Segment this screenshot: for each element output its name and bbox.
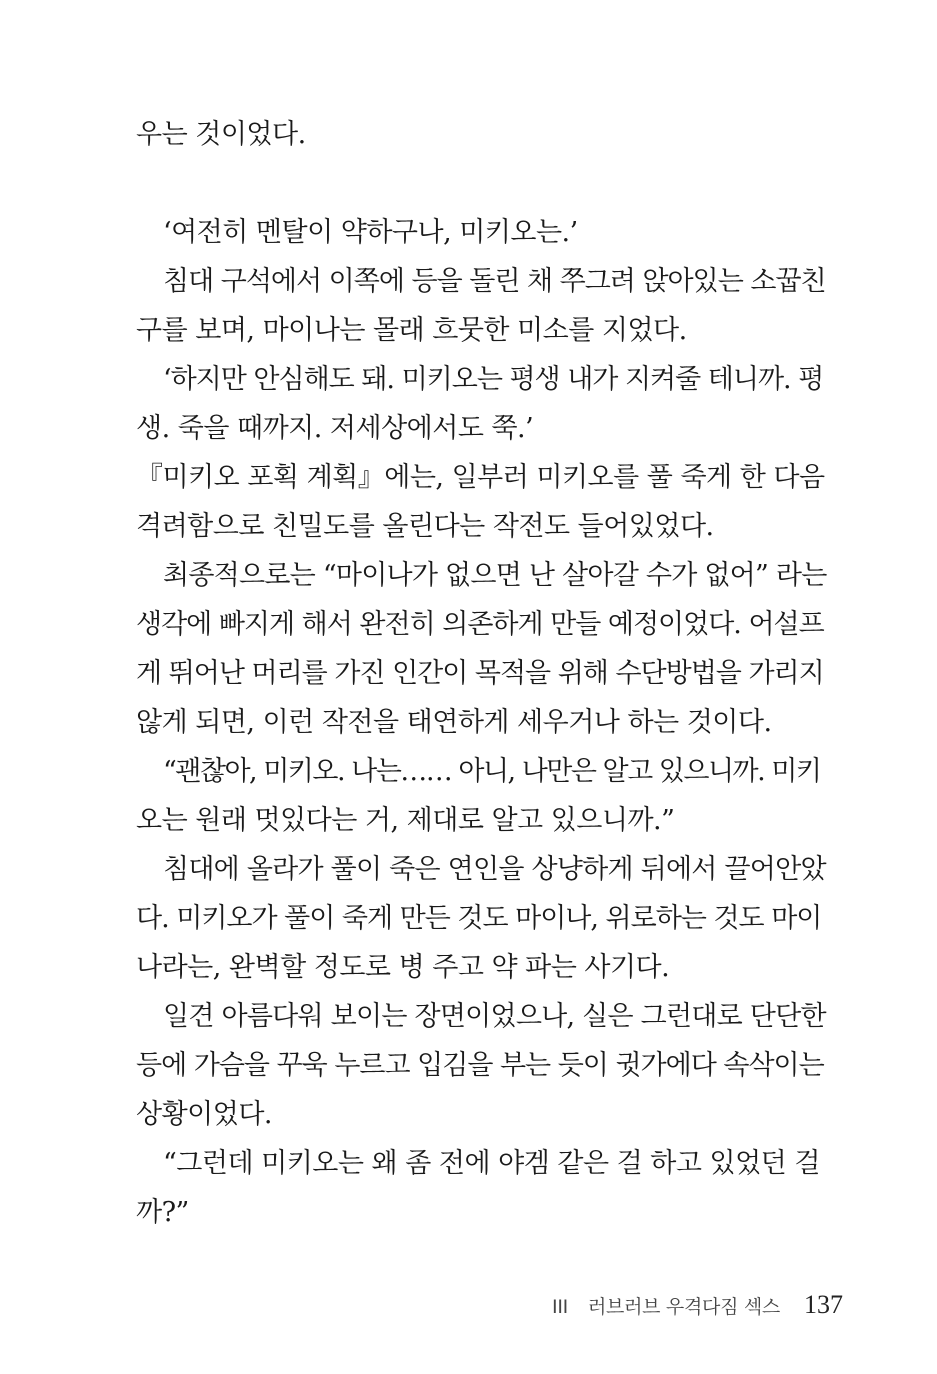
text-line: 않게 되면, 이런 작전을 태연하게 세우거나 하는 것이다. bbox=[136, 707, 772, 738]
text-line: 상황이었다. bbox=[136, 1099, 272, 1130]
text-line: 생각에 빠지게 해서 완전히 의존하게 만들 예정이었다. 어설프 bbox=[136, 609, 824, 640]
text-line: 격려함으로 친밀도를 올린다는 작전도 들어있었다. bbox=[136, 511, 714, 542]
body-text bbox=[136, 110, 826, 1237]
running-footer bbox=[552, 1290, 843, 1330]
chapter-title: 러브러브 우격다짐 섹스 bbox=[587, 1296, 780, 1318]
page-number: 137 bbox=[804, 1290, 843, 1319]
text-line: ‘여전히 멘탈이 약하구나, 미키오는.’ bbox=[163, 217, 578, 248]
text-line: 게 뛰어난 머리를 가진 인간이 목적을 위해 수단방법을 가리지 bbox=[136, 658, 824, 689]
text-line: “괜찮아, 미키오. 나는…… 아니, 나만은 알고 있으니까. 미키 bbox=[163, 756, 821, 787]
paragraph-gap bbox=[136, 159, 826, 208]
text-line: 구를 보며, 마이나는 몰래 흐뭇한 미소를 지었다. bbox=[136, 315, 687, 346]
text-line: 나라는, 완벽할 정도로 병 주고 약 파는 사기다. bbox=[136, 952, 670, 983]
part-number: III bbox=[552, 1296, 568, 1318]
text-line: 최종적으로는 “마이나가 없으면 난 살아갈 수가 없어” 라는 bbox=[163, 560, 827, 591]
text-line: 생. 죽을 때까지. 저세상에서도 쭉.’ bbox=[136, 413, 534, 444]
text-line: 『미키오 포획 계획』에는, 일부러 미키오를 풀 죽게 한 다음 bbox=[136, 462, 825, 493]
text-line: 등에 가슴을 꾸욱 누르고 입김을 부는 듯이 귓가에다 속삭이는 bbox=[136, 1050, 824, 1081]
text-line: 일견 아름다워 보이는 장면이었으나, 실은 그런대로 단단한 bbox=[163, 1001, 826, 1032]
text-line: 오는 원래 멋있다는 거, 제대로 알고 있으니까.” bbox=[136, 805, 675, 836]
text-line: 침대 구석에서 이쪽에 등을 돌린 채 쭈그려 앉아있는 소꿉친 bbox=[163, 266, 826, 297]
text-line: 다. 미키오가 풀이 죽게 만든 것도 마이나, 위로하는 것도 마이 bbox=[136, 903, 822, 934]
text-line: 까?” bbox=[136, 1197, 189, 1228]
text-line: 침대에 올라가 풀이 죽은 연인을 상냥하게 뒤에서 끌어안았 bbox=[163, 854, 826, 885]
text-line: “그런데 미키오는 왜 좀 전에 야겜 같은 걸 하고 있었던 걸 bbox=[163, 1148, 820, 1179]
text-line: ‘하지만 안심해도 돼. 미키오는 평생 내가 지켜줄 테니까. 평 bbox=[163, 364, 824, 395]
text-line: 우는 것이었다. bbox=[136, 119, 306, 150]
